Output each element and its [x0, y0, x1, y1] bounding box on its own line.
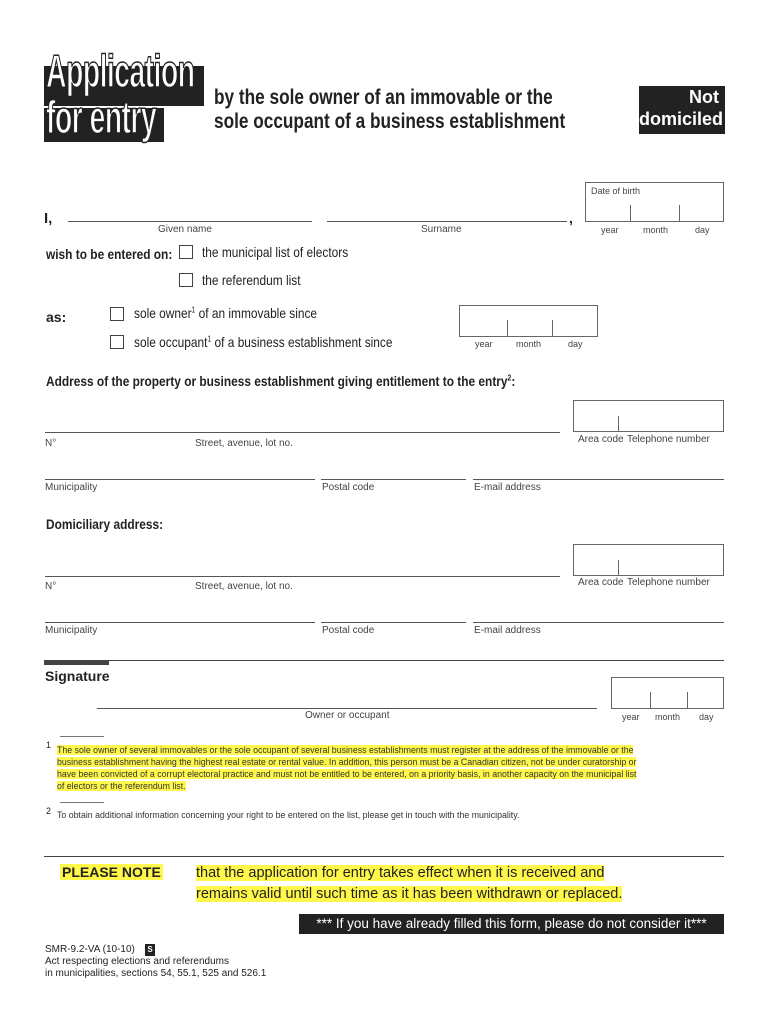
- since-year: year: [475, 339, 493, 349]
- footnote-rule-2: [60, 802, 104, 803]
- footnote-number-2: 2: [46, 806, 52, 816]
- footnote-1: [57, 744, 636, 792]
- i-label: I,: [44, 210, 53, 227]
- law-reference: [45, 956, 266, 980]
- footnote-ref-1b: 1: [207, 334, 212, 344]
- since-month: month: [516, 339, 542, 349]
- signature-heading: Signature: [45, 668, 110, 684]
- signature-divider-tab: [44, 660, 109, 665]
- property-postal-label: Postal code: [322, 482, 375, 493]
- sole-occupant-label: [134, 334, 392, 350]
- sole-owner-checkbox[interactable]: [110, 307, 124, 321]
- sole-occupant-text: sole occupant: [134, 334, 208, 350]
- property-email-field[interactable]: [473, 479, 724, 480]
- note-text: [196, 863, 622, 905]
- note-line1: that the application for entry takes effect when it is received and: [196, 865, 605, 881]
- surname-field[interactable]: [327, 221, 567, 222]
- property-phone-box[interactable]: [573, 400, 724, 432]
- footnote-number-1: 1: [46, 740, 52, 750]
- dob-day: day: [695, 225, 710, 235]
- signature-month: month: [655, 712, 681, 722]
- sole-occupant-rest: of a business establishment since: [211, 334, 393, 350]
- owner-occupant-label: Owner or occupant: [305, 710, 390, 721]
- property-street-field[interactable]: [45, 432, 560, 433]
- property-municipality-field[interactable]: [45, 479, 315, 480]
- property-area-code-label: Area code: [578, 434, 624, 445]
- domicile-phone-label: Telephone number: [627, 577, 710, 588]
- dob-year: year: [601, 225, 619, 235]
- footnote-1-line3: have been convicted of a corrupt electoral practice and must not be entitled to be entered, on a priority basis, in another capacity on the municipal list: [57, 769, 637, 779]
- s-badge: S: [145, 944, 155, 956]
- footnote-1-line4: of electors or the referendum list.: [57, 781, 186, 791]
- since-date-box[interactable]: [459, 305, 598, 337]
- domicile-postal-field[interactable]: [321, 622, 466, 623]
- property-address-heading: [46, 373, 515, 389]
- comma: ,: [569, 210, 573, 226]
- sole-owner-text: sole owner: [134, 305, 192, 321]
- logo-line2: for entry: [46, 91, 157, 143]
- form-code: SMR-9.2-VA (10-10): [45, 944, 135, 955]
- since-day: day: [568, 339, 583, 349]
- law-line1: Act respecting elections and referendums: [45, 956, 229, 967]
- municipal-list-checkbox[interactable]: [179, 245, 193, 259]
- domicile-phone-box[interactable]: [573, 544, 724, 576]
- domicile-area-code-label: Area code: [578, 577, 624, 588]
- law-line2: in municipalities, sections 54, 55.1, 525 and 526.1: [45, 968, 267, 979]
- given-name-field[interactable]: [68, 221, 312, 222]
- referendum-list-checkbox[interactable]: [179, 273, 193, 287]
- filled-form-banner-text: *** If you have already filled this form, please do not consider it***: [316, 916, 707, 931]
- logo-line1: Application: [46, 45, 195, 97]
- domicile-postal-label: Postal code: [322, 625, 375, 636]
- property-municipality-label: Municipality: [45, 482, 98, 493]
- domicile-email-field[interactable]: [473, 622, 724, 623]
- note-line2: remains valid until such time as it has been withdrawn or replaced.: [196, 886, 623, 902]
- sole-owner-label: [134, 305, 317, 321]
- badge-line2: domiciled: [639, 109, 724, 129]
- property-phone-label: Telephone number: [627, 434, 710, 445]
- dob-label: Date of birth: [591, 186, 641, 196]
- signature-day: day: [699, 712, 714, 722]
- footnote-1-line2: business establishment having the highest real estate or rental value. In addition, this person must be a Canadian citizen, not be under curatorship or: [57, 757, 637, 767]
- given-name-label: Given name: [158, 224, 212, 235]
- please-note-label: PLEASE NOTE: [62, 864, 161, 880]
- not-domiciled-badge: [639, 86, 725, 134]
- note-divider: [44, 856, 724, 857]
- property-street-label: Street, avenue, lot no.: [195, 438, 293, 449]
- sole-owner-rest: of an immovable since: [195, 305, 318, 321]
- domicile-municipality-label: Municipality: [45, 625, 98, 636]
- domicile-street-label: Street, avenue, lot no.: [195, 581, 293, 592]
- sole-occupant-checkbox[interactable]: [110, 335, 124, 349]
- domiciliary-heading: Domiciliary address:: [46, 516, 164, 532]
- domicile-email-label: E-mail address: [474, 625, 541, 636]
- domicile-street-field[interactable]: [45, 576, 560, 577]
- municipal-list-label: the municipal list of electors: [202, 244, 349, 260]
- as-label: as:: [46, 309, 67, 325]
- dob-month: month: [643, 225, 669, 235]
- property-postal-field[interactable]: [321, 479, 466, 480]
- property-heading-text: Address of the property or business establishment giving entitlement to the entry: [46, 373, 508, 389]
- footnote-2: To obtain additional information concerning your right to be entered on the list, please get in touch with the municipality.: [57, 810, 520, 820]
- property-heading-end: :: [511, 373, 516, 389]
- property-email-label: E-mail address: [474, 482, 541, 493]
- signature-year: year: [622, 712, 640, 722]
- logo: [44, 44, 204, 143]
- domicile-municipality-field[interactable]: [45, 622, 315, 623]
- property-no-label: N°: [45, 438, 57, 449]
- footnote-ref-2: 2: [507, 373, 512, 383]
- wish-label: wish to be entered on:: [46, 246, 173, 262]
- badge-line1: Not: [689, 87, 719, 107]
- signature-date-box[interactable]: [611, 677, 724, 709]
- form-title-line1: by the sole owner of an immovable or the: [214, 86, 553, 109]
- domicile-no-label: N°: [45, 581, 57, 592]
- filled-form-banner: [299, 914, 724, 934]
- footnote-rule-1: [60, 736, 104, 737]
- surname-label: Surname: [421, 224, 462, 235]
- form-title-line2: sole occupant of a business establishment: [214, 110, 566, 133]
- footnote-1-line1: The sole owner of several immovables or the sole occupant of several business establishments must register at the address of the immovable or the: [57, 745, 634, 755]
- signature-field[interactable]: [97, 708, 597, 709]
- footnote-ref-1a: 1: [191, 305, 196, 315]
- signature-divider: [44, 660, 724, 661]
- referendum-list-label: the referendum list: [202, 272, 301, 288]
